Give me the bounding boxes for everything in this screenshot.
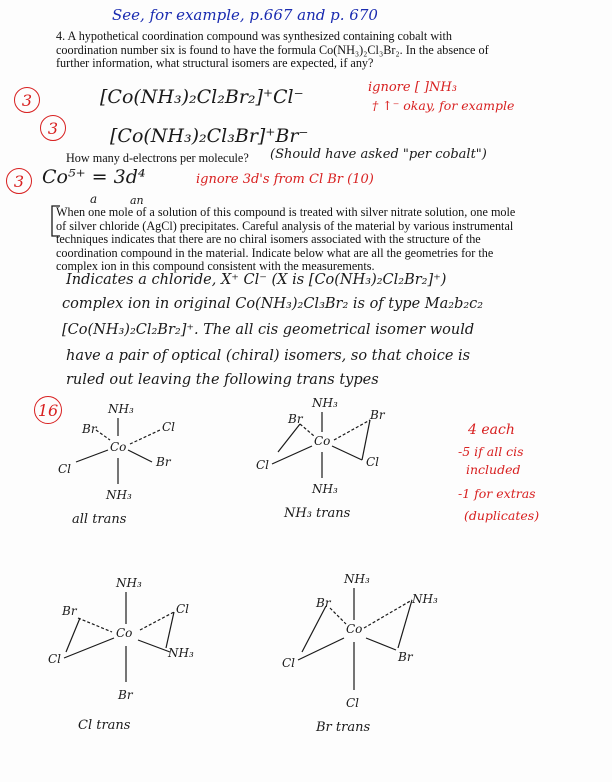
metal-center: Co bbox=[110, 440, 127, 454]
grading-note: -5 if all cis bbox=[458, 444, 524, 459]
answer-line: [Co(NH₃)₂Cl₂Br₂]⁺. The all cis geometrical isomer would bbox=[62, 322, 475, 338]
ligand-lower-right: NH₃ bbox=[168, 646, 194, 660]
structure-caption: NH₃ trans bbox=[284, 506, 351, 521]
ligand-upper-left: Br bbox=[316, 596, 331, 610]
answer-line: have a pair of optical (chiral) isomers, so that choice is bbox=[66, 348, 471, 364]
ligand-top: NH₃ bbox=[344, 572, 370, 586]
d-electron-answer: Co⁵⁺ = 3d⁴ bbox=[42, 166, 146, 188]
grading-note: -1 for extras bbox=[458, 486, 536, 501]
ligand-bottom: Cl bbox=[346, 696, 360, 710]
question-line: further information, what structural isomers are expected, if any? bbox=[56, 56, 374, 71]
ligand-bottom: NH₃ bbox=[106, 488, 132, 502]
paragraph-line: of silver chloride (AgCl) precipitates. Careful analysis of the material by various instrumental bbox=[56, 218, 514, 233]
red-note: † ↑⁻ okay, for example bbox=[372, 98, 515, 113]
ligand-lower-left: Cl bbox=[256, 458, 270, 472]
question-line: coordination number six is found to have the formula Co(NH₃)₂Cl₃Br₂. In the absence of bbox=[56, 42, 489, 57]
ligand-upper-left: Br bbox=[62, 604, 77, 618]
ligand-top: NH₃ bbox=[312, 396, 338, 410]
structure-caption: Br trans bbox=[316, 720, 371, 735]
ligand-lower-right: Br bbox=[156, 455, 171, 469]
ligand-lower-left: Cl bbox=[58, 462, 72, 476]
metal-center: Co bbox=[314, 434, 331, 448]
structure-caption: all trans bbox=[72, 512, 127, 527]
isomer-answer-1: [Co(NH₃)₂Cl₂Br₂]⁺Cl⁻ bbox=[100, 86, 304, 108]
ligand-bottom: NH₃ bbox=[312, 482, 338, 496]
ligand-top: NH₃ bbox=[108, 402, 134, 416]
header-note: See, for example, p.667 and p. 670 bbox=[112, 6, 378, 24]
answer-line: ruled out leaving the following trans types bbox=[66, 372, 379, 388]
grading-note: included bbox=[466, 462, 521, 477]
ligand-bottom: Br bbox=[118, 688, 133, 702]
structure-caption: Cl trans bbox=[78, 718, 131, 733]
d-electron-note: (Should have asked "per cobalt") bbox=[270, 147, 487, 162]
ligand-top: NH₃ bbox=[116, 576, 142, 590]
isomer-answer-2: [Co(NH₃)₂Cl₃Br]⁺Br⁻ bbox=[110, 125, 309, 147]
grading-note: 4 each bbox=[468, 422, 515, 438]
metal-center: Co bbox=[116, 626, 133, 640]
ligand-upper-right: Cl bbox=[162, 420, 176, 434]
ligand-upper-right: Br bbox=[370, 408, 385, 422]
ligand-upper-left: Br bbox=[82, 422, 97, 436]
correction-mark: an bbox=[130, 194, 144, 207]
score-circle: 3 bbox=[6, 168, 32, 194]
ligand-upper-right: Cl bbox=[176, 602, 190, 616]
ligand-lower-right: Cl bbox=[366, 455, 380, 469]
ligand-lower-left: Cl bbox=[282, 656, 296, 670]
answer-line: Indicates a chloride, X⁺ Cl⁻ (X is [Co(NH₃)₂Cl₂Br₂]⁺) bbox=[66, 272, 447, 288]
ligand-lower-right: Br bbox=[398, 650, 413, 664]
answer-line: complex ion in original Co(NH₃)₂Cl₃Br₂ is of type Ma₂b₂c₂ bbox=[62, 296, 484, 312]
paragraph-line: When one mole of a solution of this compound is treated with silver nitrate solution, one mole bbox=[56, 205, 516, 219]
red-note: ignore [ ]NH₃ bbox=[368, 80, 457, 95]
d-electron-question: How many d-electrons per molecule? bbox=[66, 151, 249, 165]
question-line: 4. A hypothetical coordination compound was synthesized containing cobalt with bbox=[56, 29, 453, 43]
paragraph-line: coordination compound in the material. Indicate below what are all the geometries for the bbox=[56, 245, 494, 260]
ligand-upper-left: Br bbox=[288, 412, 303, 426]
metal-center: Co bbox=[346, 622, 363, 636]
correction-mark: a bbox=[90, 192, 98, 206]
paragraph-line: complex ion in this compound consistent with the measurements. bbox=[56, 259, 375, 274]
score-circle: 3 bbox=[40, 115, 66, 141]
paragraph-line: techniques indicates that there are no chiral isomers associated with the structure of the bbox=[56, 232, 481, 247]
d-electron-red-note: ignore 3d's from Cl Br (10) bbox=[196, 172, 374, 187]
score-circle: 16 bbox=[34, 396, 62, 424]
score-circle: 3 bbox=[14, 87, 40, 113]
ligand-upper-right: NH₃ bbox=[412, 592, 438, 606]
ligand-lower-left: Cl bbox=[48, 652, 62, 666]
grading-note: (duplicates) bbox=[464, 508, 540, 523]
